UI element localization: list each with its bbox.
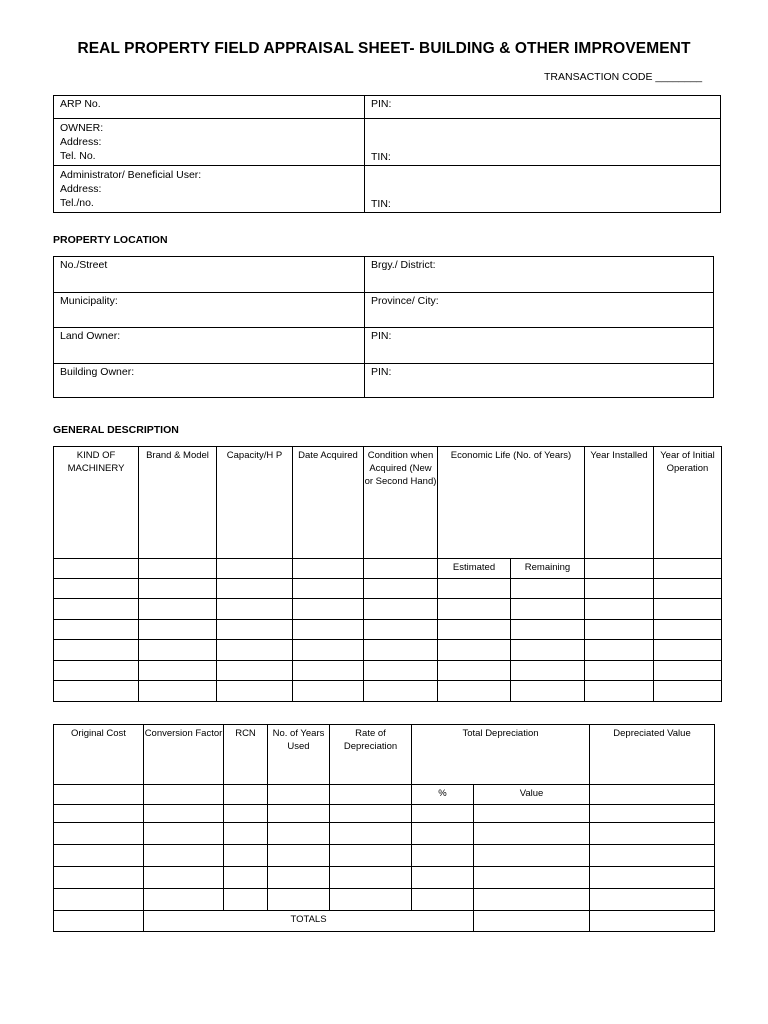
table-cell[interactable] — [511, 620, 585, 640]
table-cell[interactable] — [412, 805, 474, 823]
municipality-label: Municipality: — [60, 295, 118, 307]
table-cell[interactable] — [139, 661, 217, 681]
table-cell[interactable] — [217, 599, 293, 620]
table-cell[interactable] — [585, 640, 654, 661]
table-cell[interactable] — [364, 661, 438, 681]
land-pin-label: PIN: — [371, 330, 392, 342]
table-cell[interactable] — [139, 599, 217, 620]
col-date-header: Date Acquired — [293, 447, 364, 559]
arp-label: ARP No. — [60, 98, 101, 110]
table-cell[interactable] — [217, 579, 293, 599]
table-cell[interactable] — [139, 559, 217, 579]
table-cell[interactable] — [217, 559, 293, 579]
table-row — [54, 681, 722, 702]
land-owner-label: Land Owner: — [60, 330, 121, 342]
table-row — [54, 805, 715, 823]
col-rate-header: Rate of Depreciation — [330, 725, 412, 785]
col-kind-header: KIND OF MACHINERY — [54, 447, 139, 559]
building-owner-label: Building Owner: — [60, 366, 135, 378]
province-label: Province/ City: — [371, 295, 439, 307]
col-condition-header: Condition when Acquired (New or Second Hand) — [364, 447, 438, 559]
table-cell[interactable] — [54, 911, 144, 932]
land-owner-cell[interactable] — [54, 328, 365, 364]
machinery-table — [53, 446, 722, 702]
table-cell[interactable] — [590, 911, 715, 932]
property-location-heading: PROPERTY LOCATION — [53, 234, 168, 246]
table-cell[interactable] — [474, 805, 590, 823]
table-cell[interactable] — [144, 845, 224, 867]
table-cell[interactable] — [224, 889, 268, 911]
owner-cell[interactable] — [54, 119, 365, 166]
table-cell[interactable] — [139, 640, 217, 661]
col-depreciated-header: Depreciated Value — [590, 725, 715, 785]
table-cell[interactable] — [54, 889, 144, 911]
table-cell[interactable] — [54, 867, 144, 889]
table-row — [54, 579, 722, 599]
totals-label: TOTALS — [144, 911, 474, 932]
table-cell[interactable] — [139, 620, 217, 640]
table-cell[interactable] — [364, 681, 438, 702]
table-cell[interactable] — [364, 599, 438, 620]
table-cell[interactable] — [474, 823, 590, 845]
col-brand-header: Brand & Model — [139, 447, 217, 559]
table-cell[interactable] — [585, 599, 654, 620]
table-cell[interactable] — [364, 559, 438, 579]
table-cell[interactable] — [511, 681, 585, 702]
admin-label: Administrator/ Beneficial User: — [60, 169, 202, 181]
table-cell[interactable] — [54, 640, 139, 661]
table-cell[interactable] — [293, 599, 364, 620]
table-cell[interactable] — [511, 661, 585, 681]
table-cell[interactable] — [54, 559, 139, 579]
owner-tel-label: Tel. No. — [60, 150, 96, 162]
table-cell[interactable] — [412, 823, 474, 845]
table-cell[interactable] — [654, 599, 722, 620]
table-cell[interactable] — [54, 785, 144, 805]
table-cell[interactable] — [438, 661, 511, 681]
table-cell[interactable] — [511, 579, 585, 599]
table-row — [54, 640, 722, 661]
table-cell[interactable] — [590, 805, 715, 823]
property-location-table — [53, 256, 714, 398]
table-cell[interactable] — [293, 579, 364, 599]
table-row — [54, 620, 722, 640]
table-cell[interactable] — [330, 805, 412, 823]
owner-table — [53, 95, 721, 213]
table-cell[interactable] — [590, 889, 715, 911]
sub-remaining-header: Remaining — [511, 559, 585, 579]
admin-tel-label: Tel./no. — [60, 197, 94, 209]
table-cell[interactable] — [438, 681, 511, 702]
pin-label: PIN: — [371, 98, 392, 110]
building-pin-label: PIN: — [371, 366, 392, 378]
table-cell[interactable] — [511, 599, 585, 620]
brgy-cell[interactable] — [365, 257, 714, 293]
table-cell[interactable] — [654, 661, 722, 681]
owner-label: OWNER: — [60, 122, 104, 134]
table-cell[interactable] — [364, 579, 438, 599]
table-cell[interactable] — [54, 823, 144, 845]
table-cell[interactable] — [438, 640, 511, 661]
table-cell[interactable] — [654, 559, 722, 579]
table-cell[interactable] — [654, 620, 722, 640]
col-year-initial-header: Year of Initial Operation — [654, 447, 722, 559]
building-owner-cell[interactable] — [54, 364, 365, 398]
table-cell[interactable] — [54, 579, 139, 599]
table-cell[interactable] — [144, 805, 224, 823]
table-cell[interactable] — [585, 681, 654, 702]
table-cell[interactable] — [293, 681, 364, 702]
owner-address-label: Address: — [60, 136, 102, 148]
table-cell[interactable] — [654, 681, 722, 702]
table-cell[interactable] — [474, 911, 590, 932]
sub-percent-header: % — [412, 785, 474, 805]
table-cell[interactable] — [330, 845, 412, 867]
table-cell[interactable] — [364, 640, 438, 661]
table-cell[interactable] — [654, 640, 722, 661]
table-cell[interactable] — [54, 599, 139, 620]
table-cell[interactable] — [224, 805, 268, 823]
table-cell[interactable] — [585, 559, 654, 579]
table-cell[interactable] — [139, 681, 217, 702]
table-cell[interactable] — [585, 661, 654, 681]
table-cell[interactable] — [474, 867, 590, 889]
table-cell[interactable] — [438, 620, 511, 640]
table-cell[interactable] — [293, 620, 364, 640]
table-row — [54, 661, 722, 681]
table-cell[interactable] — [54, 661, 139, 681]
table-cell[interactable] — [144, 785, 224, 805]
table-cell[interactable] — [474, 889, 590, 911]
table-cell[interactable] — [224, 867, 268, 889]
table-cell[interactable] — [585, 620, 654, 640]
table-cell[interactable] — [364, 620, 438, 640]
table-cell[interactable] — [268, 867, 330, 889]
totals-row — [54, 911, 715, 932]
owner-tin-cell[interactable] — [365, 119, 721, 166]
col-original-header: Original Cost — [54, 725, 144, 785]
table-cell[interactable] — [268, 785, 330, 805]
table-cell[interactable] — [54, 681, 139, 702]
table-cell[interactable] — [217, 640, 293, 661]
street-cell[interactable] — [54, 257, 365, 293]
table-cell[interactable] — [217, 681, 293, 702]
table-cell[interactable] — [293, 640, 364, 661]
table-cell[interactable] — [654, 579, 722, 599]
table-cell[interactable] — [330, 785, 412, 805]
owner-tin-label: TIN: — [371, 151, 391, 163]
table-cell[interactable] — [217, 661, 293, 681]
col-capacity-header: Capacity/H P — [217, 447, 293, 559]
table-cell[interactable] — [139, 579, 217, 599]
table-cell[interactable] — [412, 889, 474, 911]
table-cell[interactable] — [224, 785, 268, 805]
table-cell[interactable] — [585, 579, 654, 599]
table-cell[interactable] — [268, 805, 330, 823]
table-cell[interactable] — [268, 845, 330, 867]
table-row — [54, 889, 715, 911]
table-cell[interactable] — [330, 823, 412, 845]
sub-estimated-header: Estimated — [438, 559, 511, 579]
table-cell[interactable] — [144, 823, 224, 845]
table-cell[interactable] — [54, 620, 139, 640]
admin-tin-label: TIN: — [371, 198, 391, 210]
brgy-label: Brgy./ District: — [371, 259, 436, 271]
table-cell[interactable] — [412, 867, 474, 889]
table-cell[interactable] — [438, 599, 511, 620]
table-row — [54, 599, 722, 620]
table-cell[interactable] — [590, 867, 715, 889]
table-cell[interactable] — [330, 867, 412, 889]
table-cell[interactable] — [268, 823, 330, 845]
street-label: No./Street — [60, 259, 108, 271]
cost-table — [53, 724, 715, 932]
table-cell[interactable] — [438, 579, 511, 599]
sub-value-header: Value — [474, 785, 590, 805]
table-cell[interactable] — [217, 620, 293, 640]
building-pin-cell[interactable] — [365, 364, 714, 398]
col-conversion-header: Conversion Factor — [144, 725, 224, 785]
admin-address-label: Address: — [60, 183, 102, 195]
table-cell[interactable] — [511, 640, 585, 661]
page-title: REAL PROPERTY FIELD APPRAISAL SHEET- BUILDING & OTHER IMPROVEMENT — [77, 40, 691, 57]
land-pin-cell[interactable] — [365, 328, 714, 364]
municipality-cell[interactable] — [54, 293, 365, 328]
table-row — [54, 823, 715, 845]
table-cell[interactable] — [54, 805, 144, 823]
table-cell[interactable] — [144, 889, 224, 911]
pin-cell[interactable] — [365, 96, 721, 119]
table-cell[interactable] — [590, 785, 715, 805]
admin-tin-cell[interactable] — [365, 166, 721, 213]
col-total-dep-header: Total Depreciation — [412, 725, 590, 785]
table-cell[interactable] — [293, 661, 364, 681]
col-years-header: No. of Years Used — [268, 725, 330, 785]
table-cell[interactable] — [474, 845, 590, 867]
transaction-code: TRANSACTION CODE ________ — [544, 71, 703, 83]
table-cell[interactable] — [590, 845, 715, 867]
arp-cell[interactable] — [54, 96, 365, 119]
table-cell[interactable] — [144, 867, 224, 889]
table-cell[interactable] — [293, 559, 364, 579]
table-cell[interactable] — [224, 823, 268, 845]
col-rcn-header: RCN — [224, 725, 268, 785]
table-row — [54, 867, 715, 889]
col-economic-header: Economic Life (No. of Years) — [438, 447, 585, 559]
general-description-heading: GENERAL DESCRIPTION — [53, 424, 179, 436]
table-cell[interactable] — [268, 889, 330, 911]
table-cell[interactable] — [224, 845, 268, 867]
province-cell[interactable] — [365, 293, 714, 328]
table-row — [54, 845, 715, 867]
table-cell[interactable] — [590, 823, 715, 845]
table-cell[interactable] — [330, 889, 412, 911]
col-year-installed-header: Year Installed — [585, 447, 654, 559]
admin-cell[interactable] — [54, 166, 365, 213]
table-cell[interactable] — [54, 845, 144, 867]
table-cell[interactable] — [412, 845, 474, 867]
